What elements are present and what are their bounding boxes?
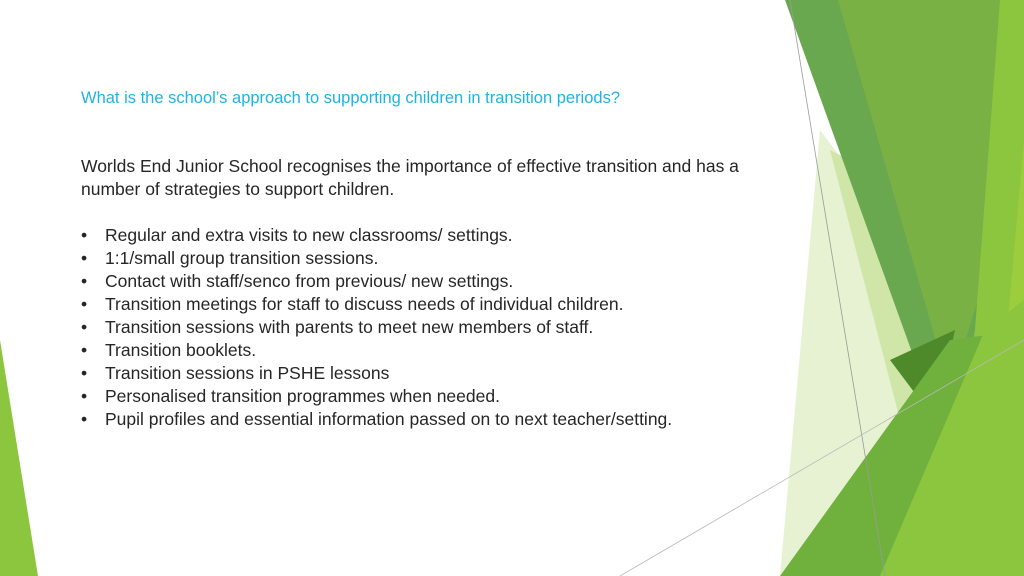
bullet-dot-icon: • bbox=[81, 340, 88, 360]
bullet-dot-icon: • bbox=[81, 248, 88, 268]
intro-paragraph: Worlds End Junior School recognises the importance of effective transition and has a number of strategies to support children. bbox=[81, 156, 739, 199]
list-item-text: Contact with staff/senco from previous/ new settings. bbox=[105, 271, 514, 291]
list-item bbox=[81, 362, 672, 385]
bullet-dot-icon: • bbox=[81, 271, 88, 291]
bullet-dot-icon: • bbox=[81, 409, 88, 429]
list-item-text: Transition sessions with parents to meet new members of staff. bbox=[105, 317, 594, 337]
list-item-text: Transition booklets. bbox=[105, 340, 257, 360]
list-item bbox=[81, 224, 672, 247]
list-item-text: Transition sessions in PSHE lessons bbox=[105, 363, 390, 383]
bullet-dot-icon: • bbox=[81, 225, 88, 245]
list-item bbox=[81, 293, 672, 316]
strategy-bullet-list bbox=[81, 224, 672, 431]
list-item bbox=[81, 385, 672, 408]
list-item bbox=[81, 408, 672, 431]
list-item bbox=[81, 270, 672, 293]
bullet-dot-icon: • bbox=[81, 363, 88, 383]
list-item-text: Pupil profiles and essential information passed on to next teacher/setting. bbox=[105, 409, 673, 429]
list-item bbox=[81, 316, 672, 339]
list-item-text: Regular and extra visits to new classrooms/ settings. bbox=[105, 225, 513, 245]
bullet-dot-icon: • bbox=[81, 317, 88, 337]
slide-question-heading: What is the school’s approach to supporting children in transition periods? bbox=[81, 89, 621, 107]
bullet-dot-icon: • bbox=[81, 386, 88, 406]
list-item bbox=[81, 339, 672, 362]
list-item-text: Transition meetings for staff to discuss needs of individual children. bbox=[105, 294, 624, 314]
list-item-text: Personalised transition programmes when needed. bbox=[105, 386, 500, 406]
list-item-text: 1:1/small group transition sessions. bbox=[105, 248, 379, 268]
list-item bbox=[81, 247, 672, 270]
left-green-sliver bbox=[0, 340, 38, 576]
bullet-dot-icon: • bbox=[81, 294, 88, 314]
